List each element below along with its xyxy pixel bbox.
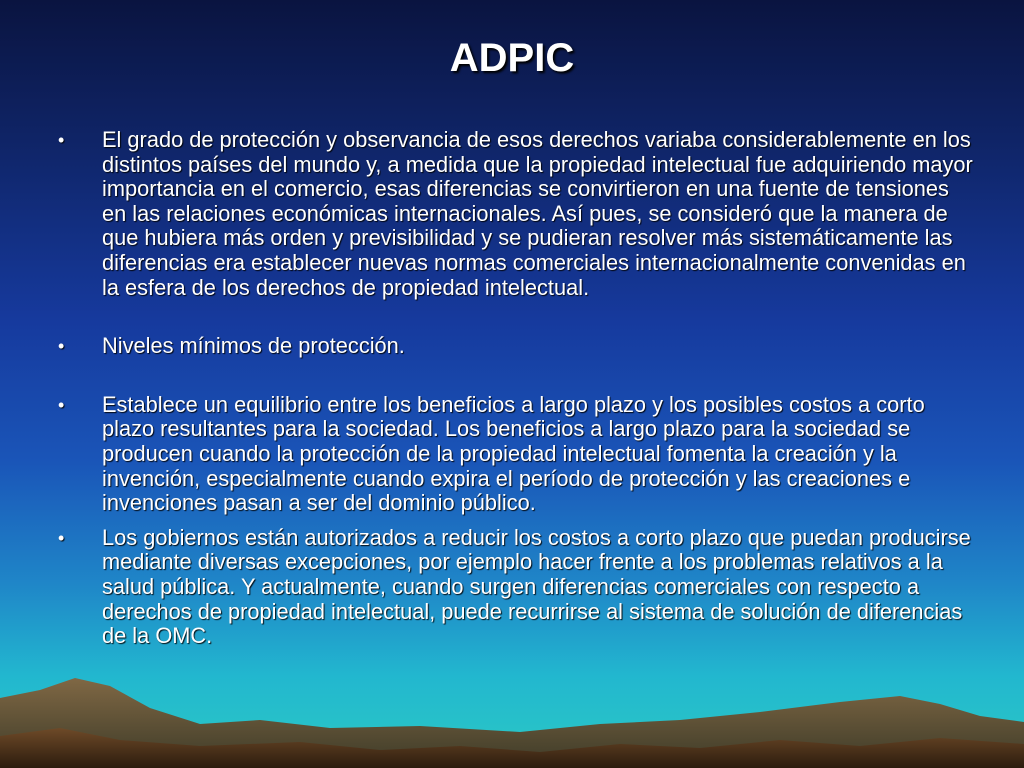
bullet-marker: • (58, 336, 65, 357)
slide-title: ADPIC (449, 36, 575, 80)
bullet-text: Niveles mínimos de protección. (102, 333, 405, 359)
bullet-marker: • (58, 527, 65, 548)
bullet-item (58, 128, 973, 300)
bullet-text: Establece un equilibrio entre los beneficios a largo plazo y los posibles costos a corto plazo resultantes para la sociedad. Los beneficios a largo plazo para la sociedad se producen cuando la protección de la propiedad intelectual fomenta la creación y la invención, especialmente cuando expira el período de protección y las creaciones e invenciones pasan a ser del dominio público. (102, 391, 925, 516)
bullet-text: El grado de protección y observancia de esos derechos variaba considerablemente en los distintos países del mundo y, a medida que la propiedad intelectual fue adquiriendo mayor importancia en el comercio, esas diferencias se convirtieron en una fuente de tensiones en las relaciones económicas internacionales. Así pues, se consideró que la manera de que hubiera más orden y previsibilidad y se pudieran resolver más sistemáticamente las diferencias era establecer nuevas normas comerciales internacionalmente convenidas en la esfera de los derechos de propiedad intelectual. (102, 127, 973, 300)
bullet-text: Los gobiernos están autorizados a reducir los costos a corto plazo que puedan producirse mediante diversas excepciones, por ejemplo hacer frente a los problemas relativos a la salud pública. Y actualmente, cuando surgen diferencias comerciales con respecto a derechos de propiedad intelectual, puede recurrirse al sistema de solución de diferencias de la OMC. (102, 524, 971, 649)
bullet-item (58, 334, 973, 359)
mountain-landscape-decoration (0, 628, 1024, 768)
bullet-marker: • (58, 394, 65, 415)
bullet-marker: • (58, 130, 65, 150)
bullet-item (58, 526, 973, 649)
bullet-item (58, 393, 973, 516)
bullet-list (58, 128, 973, 649)
